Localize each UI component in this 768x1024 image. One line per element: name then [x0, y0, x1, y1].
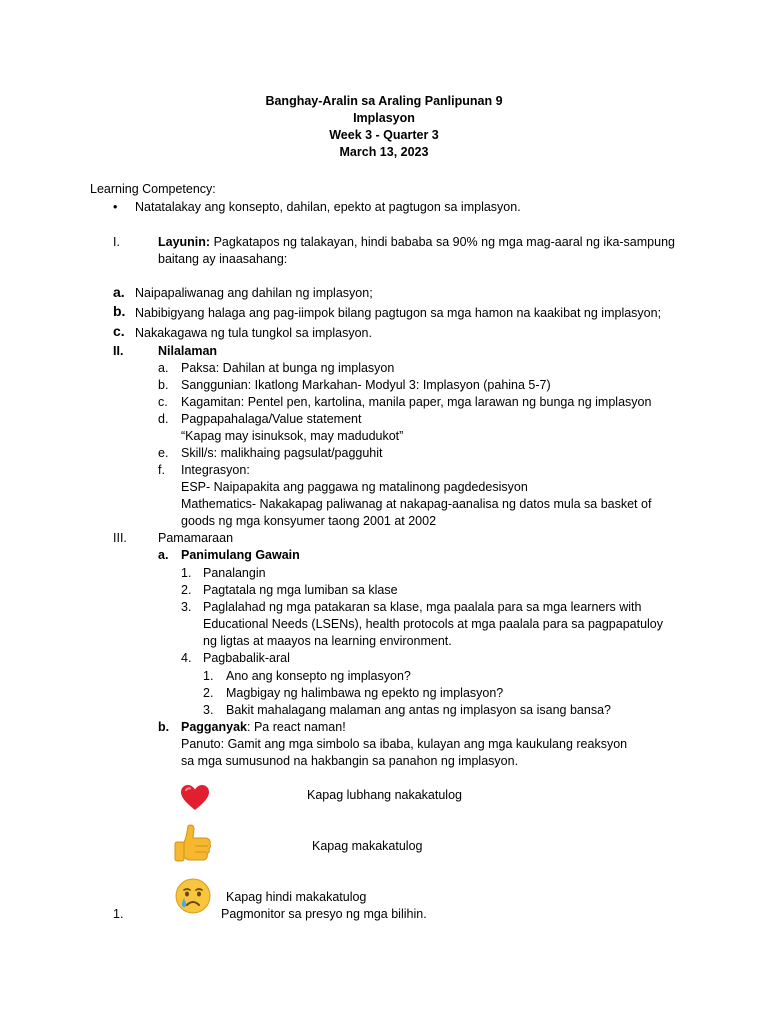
section-1-heading: Layunin:: [158, 235, 211, 249]
document-subject: Implasyon: [353, 111, 415, 125]
step-text: Paglalahad ng mga patakaran sa klase, mga paalala para sa mga learners with: [203, 600, 642, 614]
action-item-marker: 1.: [113, 907, 124, 921]
step-marker: 2.: [181, 583, 192, 597]
step-text-continued: Educational Needs (LSENs), health protocols at mga paalala para sa pagpapatuloy: [203, 617, 664, 631]
crying-face-icon: [174, 877, 212, 915]
objective-text: Nabibigyang halaga ang pag-iimpok bilang pagtugon sa mga hamon na kaakibat ng implasyon;: [135, 306, 662, 320]
document-week: Week 3 - Quarter 3: [329, 128, 439, 142]
content-item-marker: b.: [158, 378, 169, 392]
step-text: Pagbabalik-aral: [203, 651, 290, 665]
legend-label-crying: Kapag hindi makakatulog: [226, 890, 367, 904]
legend-label-heart: Kapag lubhang nakakatulog: [307, 788, 462, 802]
integration-math: Mathematics- Nakakapag paliwanag at nakapag-aanalisa ng datos mula sa basket of: [181, 497, 652, 511]
objective-marker: a.: [113, 284, 125, 300]
instruction-line-2: sa mga sumusunod na hakbangin sa panahon ng implasyon.: [181, 754, 519, 768]
review-question: Ano ang konsepto ng implasyon?: [226, 669, 411, 683]
content-item-marker: a.: [158, 361, 169, 375]
integration-math-continued: goods ng mga konsyumer taong 2001 at 2002: [181, 514, 437, 528]
part-a-heading: Panimulang Gawain: [181, 548, 300, 562]
heart-icon: [180, 784, 210, 812]
section-1-line-2: baitang ay inaasahang:: [158, 252, 288, 266]
content-item-marker: e.: [158, 446, 169, 460]
step-marker: 3.: [181, 600, 192, 614]
content-item: Sanggunian: Ikatlong Markahan- Modyul 3: Implasyon (pahina 5-7): [181, 378, 551, 392]
section-1-line-1: Pagkatapos ng talakayan, hindi bababa sa 90% ng mga mag-aaral ng ika-sampung: [210, 235, 675, 249]
review-marker: 1.: [203, 669, 214, 683]
action-item-text: Pagmonitor sa presyo ng mga bilihin.: [221, 907, 427, 921]
section-3-heading: Pamamaraan: [158, 531, 234, 545]
document-date: March 13, 2023: [339, 145, 429, 159]
objective-text: Naipapaliwanag ang dahilan ng implasyon;: [135, 286, 373, 300]
step-marker: 1.: [181, 566, 192, 580]
step-text-continued: ng ligtas at maayos na learning environment.: [203, 634, 452, 648]
content-item-marker: c.: [158, 395, 168, 409]
thumbs-up-icon: [172, 822, 214, 868]
content-item: Skill/s: malikhaing pagsulat/pagguhit: [181, 446, 383, 460]
review-question: Magbigay ng halimbawa ng epekto ng implasyon?: [226, 686, 504, 700]
integration-esp: ESP- Naipapakita ang paggawa ng matalinong pagdedesisyon: [181, 480, 528, 494]
objective-marker: b.: [113, 303, 126, 319]
content-item: Paksa: Dahilan at bunga ng implasyon: [181, 361, 395, 375]
section-1-text: [158, 234, 675, 250]
step-text: Pagtatala ng mga lumiban sa klase: [203, 583, 398, 597]
competency-bullet: •: [113, 200, 118, 214]
content-item: Integrasyon:: [181, 463, 250, 477]
value-statement: “Kapag may isinuksok, may madudukot”: [181, 429, 404, 443]
step-marker: 4.: [181, 651, 192, 665]
part-b-marker: b.: [158, 720, 170, 734]
objective-marker: c.: [113, 323, 125, 339]
content-item: Kagamitan: Pentel pen, kartolina, manila paper, mga larawan ng bunga ng implasyon: [181, 395, 652, 409]
step-text: Panalangin: [203, 566, 266, 580]
objective-text: Nakakagawa ng tula tungkol sa implasyon.: [135, 326, 372, 340]
content-item-marker: f.: [158, 463, 165, 477]
competency-label: Learning Competency:: [90, 182, 216, 196]
document-title: Banghay-Aralin sa Araling Panlipunan 9: [265, 94, 503, 108]
legend-label-thumbs-up: Kapag makakatulog: [312, 839, 423, 853]
section-2-heading: Nilalaman: [158, 344, 218, 358]
section-2-numeral: II.: [113, 344, 124, 358]
part-b-heading-rest: : Pa react naman!: [247, 720, 346, 734]
section-3-numeral: III.: [113, 531, 127, 545]
review-marker: 3.: [203, 703, 214, 717]
content-item: Pagpapahalaga/Value statement: [181, 412, 362, 426]
review-question: Bakit mahalagang malaman ang antas ng implasyon sa isang bansa?: [226, 703, 611, 717]
part-b-title: [181, 719, 346, 735]
part-a-marker: a.: [158, 548, 169, 562]
part-b-heading: Pagganyak: [181, 720, 248, 734]
competency-item: Natatalakay ang konsepto, dahilan, epekto at pagtugon sa implasyon.: [135, 200, 521, 214]
content-item-marker: d.: [158, 412, 169, 426]
review-marker: 2.: [203, 686, 214, 700]
instruction-line-1: Panuto: Gamit ang mga simbolo sa ibaba, kulayan ang mga kaukulang reaksyon: [181, 737, 628, 751]
section-1-numeral: I.: [113, 235, 120, 249]
